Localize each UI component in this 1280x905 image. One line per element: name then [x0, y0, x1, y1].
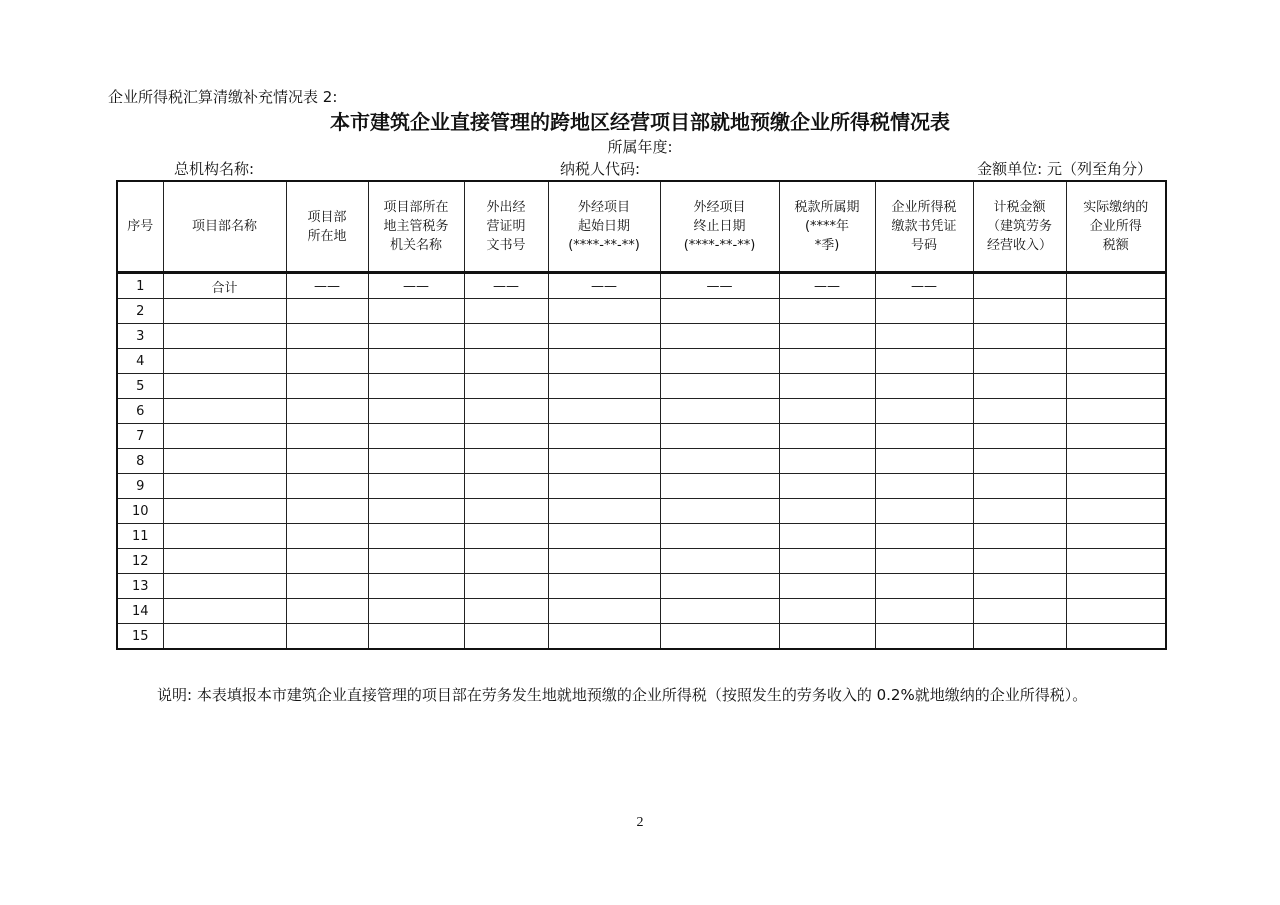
cell-taxable-amount[interactable] — [973, 474, 1066, 499]
cell-project-location[interactable] — [286, 549, 368, 574]
cell-project-name[interactable] — [163, 524, 286, 549]
cell-receipt-no[interactable] — [875, 599, 973, 624]
table-header-row — [117, 181, 1166, 273]
cell-tax-authority[interactable] — [368, 449, 464, 474]
cell-actual-tax-paid[interactable] — [1066, 324, 1166, 349]
cell-project-location[interactable] — [286, 349, 368, 374]
cell-receipt-no[interactable] — [875, 524, 973, 549]
year-label: 所属年度: — [607, 138, 673, 156]
cell-tax-period[interactable] — [779, 324, 875, 349]
cell-actual-tax-paid[interactable] — [1066, 624, 1166, 650]
cell-project-location[interactable] — [286, 524, 368, 549]
cell-tax-authority[interactable] — [368, 474, 464, 499]
cell-tax-period[interactable] — [779, 399, 875, 424]
cell-seq: 10 — [117, 499, 163, 524]
header-end-date: 外经项目 终止日期 (****-**-**) — [660, 181, 779, 273]
amount-unit-label: 金额单位: 元（列至角分） — [977, 160, 1152, 178]
cell-taxable-amount[interactable] — [973, 374, 1066, 399]
cell-seq: 7 — [117, 424, 163, 449]
header-start-date: 外经项目 起始日期 (****-**-**) — [548, 181, 660, 273]
table-row — [117, 273, 1166, 299]
header-receipt-no: 企业所得税 缴款书凭证 号码 — [875, 181, 973, 273]
cell-project-location[interactable] — [286, 374, 368, 399]
header-seq: 序号 — [117, 181, 163, 273]
cell-taxable-amount[interactable] — [973, 399, 1066, 424]
cell-taxable-amount[interactable] — [973, 324, 1066, 349]
cell-certificate-no[interactable] — [464, 349, 548, 374]
cell-project-name[interactable] — [163, 499, 286, 524]
cell-end-date[interactable] — [660, 299, 779, 324]
cell-taxable-amount[interactable] — [973, 349, 1066, 374]
cell-project-name[interactable] — [163, 599, 286, 624]
cell-project-name[interactable] — [163, 574, 286, 599]
cell-end-date[interactable] — [660, 599, 779, 624]
cell-project-name[interactable] — [163, 624, 286, 650]
table-row — [117, 474, 1166, 499]
cell-project-name[interactable] — [163, 299, 286, 324]
cell-certificate-no[interactable] — [464, 324, 548, 349]
cell-project-location[interactable] — [286, 424, 368, 449]
cell-tax-period[interactable] — [779, 424, 875, 449]
cell-receipt-no[interactable] — [875, 624, 973, 650]
cell-actual-tax-paid[interactable] — [1066, 374, 1166, 399]
cell-certificate-no[interactable] — [464, 549, 548, 574]
cell-tax-period[interactable] — [779, 449, 875, 474]
cell-start-date[interactable] — [548, 624, 660, 650]
header-tax-period: 税款所属期 (****年 *季) — [779, 181, 875, 273]
cell-start-date[interactable] — [548, 524, 660, 549]
header-tax-authority: 项目部所在 地主管税务 机关名称 — [368, 181, 464, 273]
cell-actual-tax-paid[interactable] — [1066, 299, 1166, 324]
tax-table — [116, 180, 1167, 650]
cell-tax-authority[interactable] — [368, 524, 464, 549]
cell-taxable-amount[interactable] — [973, 424, 1066, 449]
cell-end-date[interactable] — [660, 449, 779, 474]
cell-taxable-amount[interactable] — [973, 599, 1066, 624]
cell-receipt-no[interactable] — [875, 324, 973, 349]
cell-project-name[interactable] — [163, 349, 286, 374]
cell-tax-authority[interactable]: —— — [368, 273, 464, 299]
cell-project-location[interactable] — [286, 499, 368, 524]
cell-tax-period[interactable] — [779, 624, 875, 650]
cell-project-name[interactable] — [163, 449, 286, 474]
cell-project-location[interactable] — [286, 599, 368, 624]
cell-tax-period[interactable] — [779, 499, 875, 524]
cell-certificate-no[interactable] — [464, 424, 548, 449]
cell-end-date[interactable] — [660, 499, 779, 524]
cell-start-date[interactable] — [548, 374, 660, 399]
cell-actual-tax-paid[interactable] — [1066, 273, 1166, 299]
cell-taxable-amount[interactable] — [973, 624, 1066, 650]
table-row — [117, 299, 1166, 324]
cell-end-date[interactable] — [660, 349, 779, 374]
cell-end-date[interactable] — [660, 399, 779, 424]
cell-receipt-no[interactable] — [875, 549, 973, 574]
cell-receipt-no[interactable] — [875, 574, 973, 599]
cell-start-date[interactable] — [548, 424, 660, 449]
cell-tax-period[interactable] — [779, 474, 875, 499]
cell-start-date[interactable] — [548, 574, 660, 599]
org-name-label: 总机构名称: — [174, 160, 255, 178]
cell-taxable-amount[interactable] — [973, 574, 1066, 599]
cell-actual-tax-paid[interactable] — [1066, 574, 1166, 599]
cell-seq: 6 — [117, 399, 163, 424]
cell-receipt-no[interactable] — [875, 399, 973, 424]
cell-seq: 5 — [117, 374, 163, 399]
cell-end-date[interactable] — [660, 374, 779, 399]
cell-start-date[interactable] — [548, 499, 660, 524]
cell-seq: 2 — [117, 299, 163, 324]
cell-actual-tax-paid[interactable] — [1066, 474, 1166, 499]
cell-tax-period[interactable] — [779, 299, 875, 324]
cell-receipt-no[interactable] — [875, 499, 973, 524]
cell-actual-tax-paid[interactable] — [1066, 349, 1166, 374]
note-text: 说明: 本表填报本市建筑企业直接管理的项目部在劳务发生地就地预缴的企业所得税（按照发生的劳务收入的 0.2%就地缴纳的企业所得税）。 — [157, 686, 1088, 704]
cell-project-name[interactable] — [163, 399, 286, 424]
cell-actual-tax-paid[interactable] — [1066, 599, 1166, 624]
cell-receipt-no[interactable] — [875, 374, 973, 399]
cell-taxable-amount[interactable] — [973, 499, 1066, 524]
cell-certificate-no[interactable] — [464, 499, 548, 524]
cell-start-date[interactable] — [548, 324, 660, 349]
cell-receipt-no[interactable] — [875, 349, 973, 374]
header-project-location: 项目部 所在地 — [286, 181, 368, 273]
cell-end-date[interactable] — [660, 524, 779, 549]
cell-seq: 11 — [117, 524, 163, 549]
cell-end-date[interactable] — [660, 424, 779, 449]
cell-certificate-no[interactable] — [464, 474, 548, 499]
cell-seq: 9 — [117, 474, 163, 499]
table-body — [117, 273, 1166, 650]
cell-actual-tax-paid[interactable] — [1066, 399, 1166, 424]
cell-project-location[interactable] — [286, 324, 368, 349]
table-row — [117, 574, 1166, 599]
table-row — [117, 499, 1166, 524]
cell-project-location[interactable] — [286, 474, 368, 499]
cell-seq: 15 — [117, 624, 163, 650]
table-row — [117, 624, 1166, 650]
cell-project-name[interactable]: 合计 — [163, 273, 286, 299]
cell-tax-authority[interactable] — [368, 574, 464, 599]
cell-certificate-no[interactable] — [464, 449, 548, 474]
cell-start-date[interactable] — [548, 299, 660, 324]
cell-project-location[interactable] — [286, 449, 368, 474]
cell-actual-tax-paid[interactable] — [1066, 449, 1166, 474]
cell-tax-authority[interactable] — [368, 499, 464, 524]
cell-tax-period[interactable] — [779, 524, 875, 549]
cell-certificate-no[interactable] — [464, 574, 548, 599]
cell-taxable-amount[interactable] — [973, 524, 1066, 549]
cell-certificate-no[interactable] — [464, 399, 548, 424]
cell-project-location[interactable]: —— — [286, 273, 368, 299]
cell-seq: 3 — [117, 324, 163, 349]
cell-start-date[interactable] — [548, 349, 660, 374]
cell-tax-authority[interactable] — [368, 299, 464, 324]
cell-tax-period[interactable] — [779, 374, 875, 399]
cell-seq: 13 — [117, 574, 163, 599]
cell-project-location[interactable] — [286, 574, 368, 599]
cell-certificate-no[interactable] — [464, 624, 548, 650]
cell-certificate-no[interactable] — [464, 599, 548, 624]
cell-project-name[interactable] — [163, 324, 286, 349]
cell-tax-authority[interactable] — [368, 374, 464, 399]
cell-project-name[interactable] — [163, 424, 286, 449]
cell-end-date[interactable] — [660, 574, 779, 599]
cell-actual-tax-paid[interactable] — [1066, 549, 1166, 574]
cell-certificate-no[interactable] — [464, 374, 548, 399]
cell-actual-tax-paid[interactable] — [1066, 424, 1166, 449]
cell-project-location[interactable] — [286, 624, 368, 650]
cell-taxable-amount[interactable] — [973, 299, 1066, 324]
cell-project-location[interactable] — [286, 399, 368, 424]
cell-receipt-no[interactable] — [875, 299, 973, 324]
cell-tax-period[interactable] — [779, 349, 875, 374]
taxpayer-code-label: 纳税人代码: — [560, 160, 641, 178]
cell-tax-authority[interactable] — [368, 549, 464, 574]
table-row — [117, 599, 1166, 624]
header-taxable-amount: 计税金额 （建筑劳务 经营收入） — [973, 181, 1066, 273]
cell-taxable-amount[interactable] — [973, 273, 1066, 299]
cell-taxable-amount[interactable] — [973, 549, 1066, 574]
cell-start-date[interactable] — [548, 549, 660, 574]
cell-tax-authority[interactable] — [368, 424, 464, 449]
cell-project-name[interactable] — [163, 549, 286, 574]
table-row — [117, 549, 1166, 574]
table-row — [117, 424, 1166, 449]
cell-end-date[interactable]: —— — [660, 273, 779, 299]
cell-tax-authority[interactable] — [368, 599, 464, 624]
cell-end-date[interactable] — [660, 474, 779, 499]
cell-actual-tax-paid[interactable] — [1066, 524, 1166, 549]
cell-end-date[interactable] — [660, 549, 779, 574]
cell-end-date[interactable] — [660, 624, 779, 650]
cell-certificate-no[interactable] — [464, 524, 548, 549]
cell-tax-period[interactable] — [779, 599, 875, 624]
cell-project-name[interactable] — [163, 474, 286, 499]
cell-certificate-no[interactable]: —— — [464, 273, 548, 299]
table-row — [117, 374, 1166, 399]
cell-certificate-no[interactable] — [464, 299, 548, 324]
cell-start-date[interactable]: —— — [548, 273, 660, 299]
cell-receipt-no[interactable] — [875, 474, 973, 499]
page-number: 2 — [636, 815, 644, 830]
cell-tax-authority[interactable] — [368, 399, 464, 424]
cell-seq: 12 — [117, 549, 163, 574]
cell-tax-period[interactable] — [779, 574, 875, 599]
cell-tax-authority[interactable] — [368, 324, 464, 349]
cell-receipt-no[interactable] — [875, 424, 973, 449]
cell-start-date[interactable] — [548, 474, 660, 499]
cell-start-date[interactable] — [548, 449, 660, 474]
cell-start-date[interactable] — [548, 399, 660, 424]
cell-seq: 1 — [117, 273, 163, 299]
page-title: 本市建筑企业直接管理的跨地区经营项目部就地预缴企业所得税情况表 — [330, 110, 950, 134]
cell-receipt-no[interactable]: —— — [875, 273, 973, 299]
table-row — [117, 324, 1166, 349]
table-row — [117, 449, 1166, 474]
cell-project-location[interactable] — [286, 299, 368, 324]
cell-seq: 8 — [117, 449, 163, 474]
table-row — [117, 349, 1166, 374]
header-actual-tax-paid: 实际缴纳的 企业所得 税额 — [1066, 181, 1166, 273]
cell-receipt-no[interactable] — [875, 449, 973, 474]
cell-seq: 4 — [117, 349, 163, 374]
cell-start-date[interactable] — [548, 599, 660, 624]
cell-end-date[interactable] — [660, 324, 779, 349]
cell-project-name[interactable] — [163, 374, 286, 399]
table-row — [117, 399, 1166, 424]
table-row — [117, 524, 1166, 549]
cell-actual-tax-paid[interactable] — [1066, 499, 1166, 524]
supplement-title: 企业所得税汇算清缴补充情况表 2: — [108, 88, 338, 106]
cell-seq: 14 — [117, 599, 163, 624]
header-certificate-no: 外出经 营证明 文书号 — [464, 181, 548, 273]
cell-tax-authority[interactable] — [368, 349, 464, 374]
cell-tax-period[interactable] — [779, 549, 875, 574]
cell-tax-period[interactable]: —— — [779, 273, 875, 299]
cell-tax-authority[interactable] — [368, 624, 464, 650]
cell-taxable-amount[interactable] — [973, 449, 1066, 474]
header-project-name: 项目部名称 — [163, 181, 286, 273]
